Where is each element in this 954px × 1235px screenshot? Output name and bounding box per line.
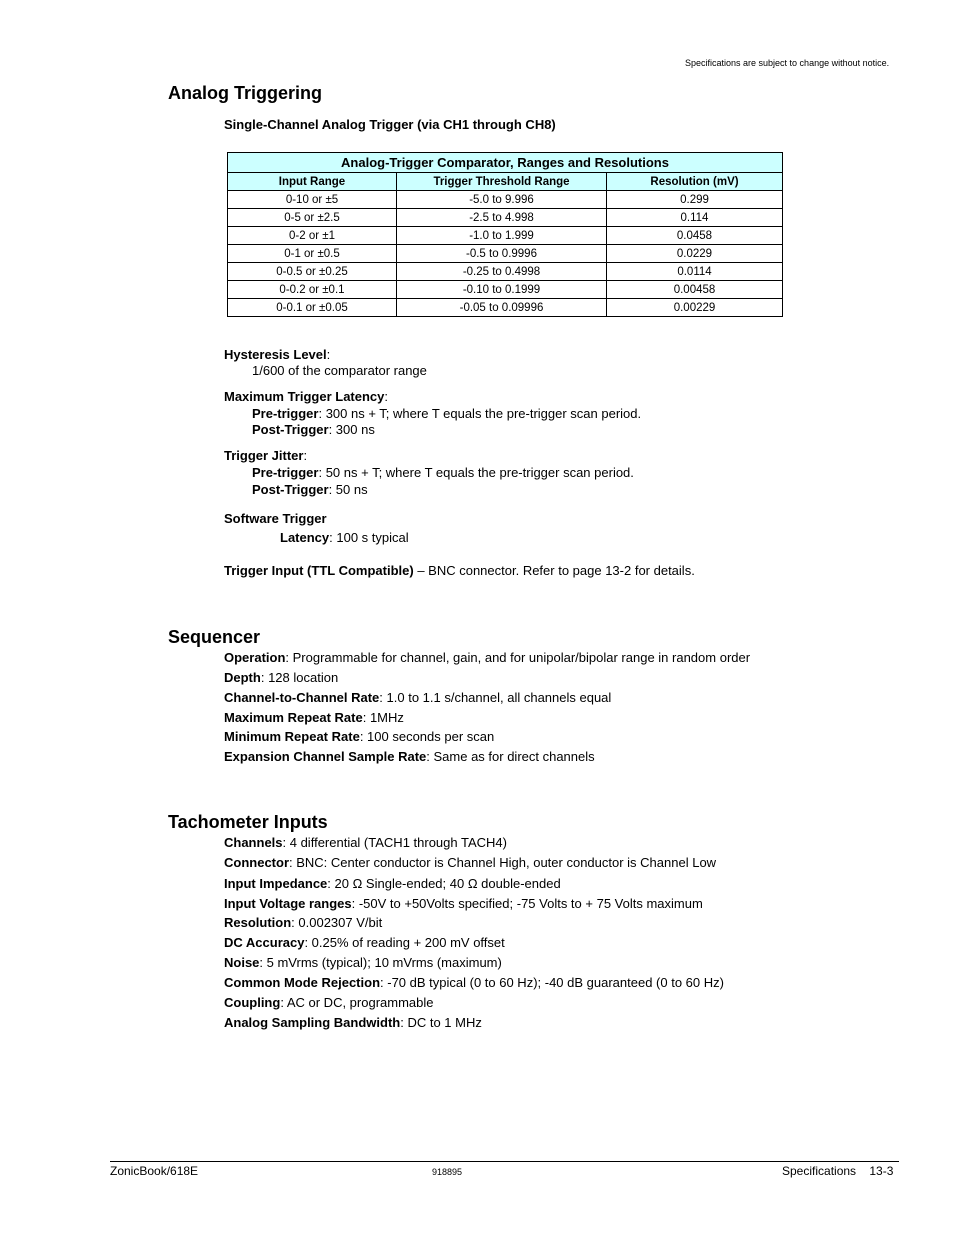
table-cell: 0.0114 <box>607 263 783 281</box>
hysteresis-label: Hysteresis Level <box>224 347 327 362</box>
spec-value: : Programmable for channel, gain, and for unipolar/bipolar range in random order <box>285 650 751 665</box>
jitter-label-line <box>224 448 307 464</box>
table-cell: 0.00458 <box>607 281 783 299</box>
table-cell: -2.5 to 4.998 <box>397 209 607 227</box>
latency-post-label: Post-Trigger <box>252 422 329 437</box>
spec-label: Expansion Channel Sample Rate <box>224 749 427 764</box>
table-cell: 0.299 <box>607 191 783 209</box>
table-row <box>228 227 783 245</box>
spec-line <box>224 1015 482 1031</box>
table-title: Analog-Trigger Comparator, Ranges and Resolutions <box>228 153 783 173</box>
spec-label: Common Mode Rejection <box>224 975 381 990</box>
colon: : <box>384 389 389 404</box>
spec-label: DC Accuracy <box>224 935 305 950</box>
table-header-input-range: Input Range <box>228 173 397 191</box>
latency-post-value: : 300 ns <box>328 422 375 437</box>
table-cell: -0.25 to 0.4998 <box>397 263 607 281</box>
table-cell: 0-5 or ±2.5 <box>228 209 397 227</box>
table-cell: -0.05 to 0.09996 <box>397 299 607 317</box>
hysteresis-label-line <box>224 347 330 363</box>
software-latency-label: Latency <box>280 530 330 545</box>
table-cell: 0-2 or ±1 <box>228 227 397 245</box>
spec-value: : 1MHz <box>362 710 404 725</box>
analog-subheading: Single-Channel Analog Trigger (via CH1 through CH8) <box>224 117 556 132</box>
spec-label: Maximum Repeat Rate <box>224 710 363 725</box>
section-heading-tachometer: Tachometer Inputs <box>168 812 328 832</box>
colon: : <box>303 448 308 463</box>
spec-label: Resolution <box>224 915 292 930</box>
table-row <box>228 245 783 263</box>
table-cell: -0.10 to 0.1999 <box>397 281 607 299</box>
software-latency-line <box>280 530 409 546</box>
table-cell: -1.0 to 1.999 <box>397 227 607 245</box>
table-cell: 0.00229 <box>607 299 783 317</box>
spec-value: : Same as for direct channels <box>426 749 595 764</box>
table-cell: 0-1 or ±0.5 <box>228 245 397 263</box>
latency-pre-label: Pre-trigger <box>252 406 319 421</box>
spec-label: Minimum Repeat Rate <box>224 729 360 744</box>
spec-label: Input Voltage ranges <box>224 896 352 911</box>
spec-line <box>224 749 595 765</box>
spec-value: : 1.0 to 1.1 s/channel, all channels equal <box>379 690 612 705</box>
jitter-pre-value: : 50 ns + T; where T equals the pre-trigger scan period. <box>318 465 634 480</box>
spec-line <box>224 855 716 871</box>
table-cell: 0.114 <box>607 209 783 227</box>
table-row <box>228 191 783 209</box>
latency-pre-line <box>252 406 641 422</box>
spec-value: : 0.002307 V/bit <box>291 915 383 930</box>
spec-value: : DC to 1 MHz <box>400 1015 482 1030</box>
ttl-label: Trigger Input (TTL Compatible) <box>224 563 414 578</box>
spec-label: Channels <box>224 835 283 850</box>
spec-value: : -70 dB typical (0 to 60 Hz); -40 dB guaranteed (0 to 60 Hz) <box>380 975 724 990</box>
spec-line <box>224 896 703 912</box>
latency-label-line <box>224 389 388 405</box>
table-row <box>228 281 783 299</box>
spec-line <box>224 670 338 686</box>
table-cell: -5.0 to 9.996 <box>397 191 607 209</box>
ttl-line <box>224 563 695 579</box>
table-row <box>228 209 783 227</box>
footer-rule <box>110 1161 899 1162</box>
spec-line <box>224 995 434 1011</box>
software-latency-value: : 100 s typical <box>329 530 409 545</box>
ttl-value: – BNC connector. Refer to page 13-2 for details. <box>413 563 695 578</box>
spec-line <box>224 690 611 706</box>
spec-value: : BNC: Center conductor is Channel High, outer conductor is Channel Low <box>289 855 717 870</box>
spec-line <box>224 876 561 892</box>
spec-value: : 5 mVrms (typical); 10 mVrms (maximum) <box>259 955 502 970</box>
spec-label: Input Impedance <box>224 876 328 891</box>
spec-label: Channel-to-Channel Rate <box>224 690 380 705</box>
table-header-threshold: Trigger Threshold Range <box>397 173 607 191</box>
software-trigger-label-text: Software Trigger <box>224 511 327 526</box>
spec-line <box>224 835 507 851</box>
table-cell: -0.5 to 0.9996 <box>397 245 607 263</box>
table-row <box>228 299 783 317</box>
trigger-range-table <box>227 152 783 317</box>
spec-value: : 100 seconds per scan <box>359 729 495 744</box>
footer-center: 918895 <box>432 1167 463 1177</box>
spec-line <box>224 955 502 971</box>
table-cell: 0.0458 <box>607 227 783 245</box>
jitter-label: Trigger Jitter <box>224 448 304 463</box>
spec-line <box>224 935 505 951</box>
spec-value: : 128 location <box>260 670 339 685</box>
header-note: Specifications are subject to change without notice. <box>685 58 890 68</box>
spec-line <box>224 650 750 666</box>
spec-label: Noise <box>224 955 260 970</box>
footer-right: Specifications 13-3 <box>782 1164 894 1178</box>
spec-line <box>224 710 404 726</box>
spec-value: : 4 differential (TACH1 through TACH4) <box>282 835 507 850</box>
latency-pre-value: : 300 ns + T; where T equals the pre-trigger scan period. <box>318 406 642 421</box>
hysteresis-value: 1/600 of the comparator range <box>252 363 427 378</box>
spec-value: : AC or DC, programmable <box>280 995 434 1010</box>
table-cell: 0-10 or ±5 <box>228 191 397 209</box>
jitter-post-label: Post-Trigger <box>252 482 329 497</box>
spec-line <box>224 915 382 931</box>
spec-label: Analog Sampling Bandwidth <box>224 1015 401 1030</box>
jitter-pre-label: Pre-trigger <box>252 465 319 480</box>
jitter-post-value: : 50 ns <box>328 482 368 497</box>
spec-value: : 20 Ω Single-ended; 40 Ω double-ended <box>327 876 561 891</box>
spec-value: : -50V to +50Volts specified; -75 Volts to + 75 Volts maximum <box>351 896 703 911</box>
table-row <box>228 263 783 281</box>
latency-label: Maximum Trigger Latency <box>224 389 385 404</box>
table-cell: 0-0.2 or ±0.1 <box>228 281 397 299</box>
section-heading-analog-triggering: Analog Triggering <box>168 83 323 103</box>
spec-line <box>224 729 494 745</box>
table-cell: 0.0229 <box>607 245 783 263</box>
jitter-pre-line <box>252 465 634 481</box>
spec-label: Connector <box>224 855 289 870</box>
software-trigger-label <box>224 511 327 527</box>
section-heading-sequencer: Sequencer <box>168 627 261 647</box>
latency-post-line <box>252 422 375 438</box>
spec-value: : 0.25% of reading + 200 mV offset <box>304 935 505 950</box>
footer-left: ZonicBook/618E <box>110 1164 199 1178</box>
table-header-resolution: Resolution (mV) <box>607 173 783 191</box>
spec-label: Coupling <box>224 995 281 1010</box>
table-cell: 0-0.5 or ±0.25 <box>228 263 397 281</box>
spec-label: Depth <box>224 670 261 685</box>
colon: : <box>326 347 331 362</box>
spec-line <box>224 975 724 991</box>
table-cell: 0-0.1 or ±0.05 <box>228 299 397 317</box>
spec-label: Operation <box>224 650 286 665</box>
jitter-post-line <box>252 482 368 498</box>
